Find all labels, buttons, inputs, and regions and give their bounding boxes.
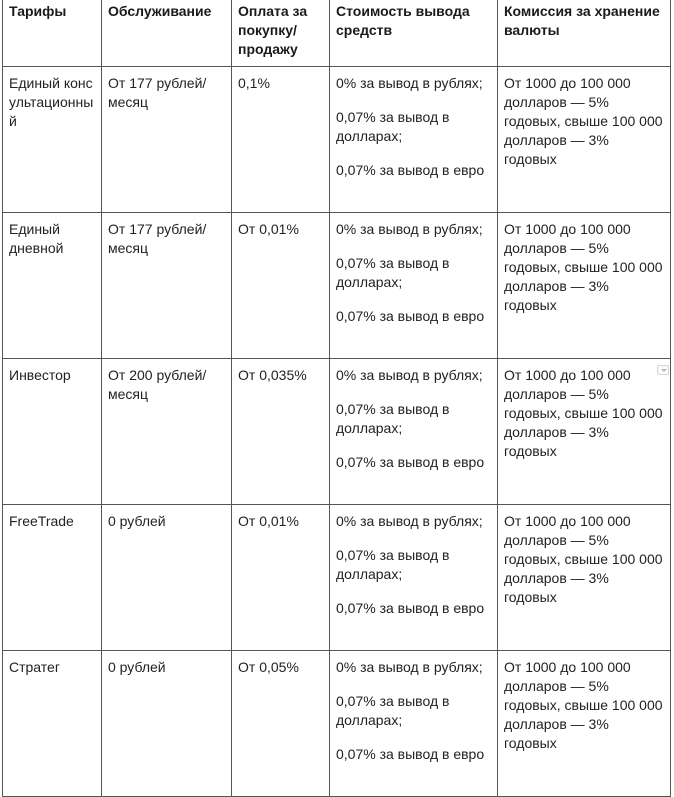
tariffs-table xyxy=(2,0,671,797)
withdrawal-rub: 0% за вывод в рублях; xyxy=(336,513,483,529)
withdrawal-usd: 0,07% за вывод в долларах; xyxy=(336,401,450,436)
cell-tariff: Стратег xyxy=(3,651,102,797)
withdrawal-eur: 0,07% за вывод в евро xyxy=(336,308,485,324)
header-trade-fee: Оплата за покупку/ продажу xyxy=(232,0,330,67)
cell-withdrawal xyxy=(330,213,498,359)
withdrawal-rub: 0% за вывод в рублях; xyxy=(336,367,483,383)
cell-service: 0 рублей xyxy=(102,505,232,651)
withdrawal-rub: 0% за вывод в рублях; xyxy=(336,659,483,675)
cell-withdrawal xyxy=(330,67,498,213)
withdrawal-usd: 0,07% за вывод в долларах; xyxy=(336,547,450,582)
cell-tariff: Единый дневной xyxy=(3,213,102,359)
withdrawal-rub: 0% за вывод в рублях; xyxy=(336,75,483,91)
cell-fee: От 0,05% xyxy=(232,651,330,797)
table-row xyxy=(3,505,671,651)
cell-storage: От 1000 до 100 000 долларов — 5% годовых, свыше 100 000 долларов — 3% годовых xyxy=(498,67,671,213)
cell-fee: От 0,01% xyxy=(232,505,330,651)
withdrawal-eur: 0,07% за вывод в евро xyxy=(336,162,485,178)
withdrawal-eur: 0,07% за вывод в евро xyxy=(336,454,485,470)
cell-service: От 177 рублей/месяц xyxy=(102,67,232,213)
withdrawal-eur: 0,07% за вывод в евро xyxy=(336,600,485,616)
header-withdrawal-cost: Стоимость вывода средств xyxy=(330,0,498,67)
cell-withdrawal xyxy=(330,505,498,651)
table-row xyxy=(3,213,671,359)
header-storage-fee: Комиссия за хранение валюты xyxy=(498,0,671,67)
cell-fee: От 0,035% xyxy=(232,359,330,505)
cell-fee: От 0,01% xyxy=(232,213,330,359)
cell-withdrawal xyxy=(330,651,498,797)
cell-withdrawal xyxy=(330,359,498,505)
table-row xyxy=(3,651,671,797)
cell-storage: От 1000 до 100 000 долларов — 5% годовых, свыше 100 000 долларов — 3% годовых xyxy=(498,505,671,651)
cell-service: От 200 рублей/месяц xyxy=(102,359,232,505)
cell-tariff: FreeTrade xyxy=(3,505,102,651)
cell-storage: От 1000 до 100 000 долларов — 5% годовых, свыше 100 000 долларов — 3% годовых xyxy=(498,651,671,797)
cell-fee: 0,1% xyxy=(232,67,330,213)
table-header-row xyxy=(3,0,671,67)
header-tariffs: Тарифы xyxy=(3,0,102,67)
cell-tariff: Инвестор xyxy=(3,359,102,505)
cell-storage: От 1000 до 100 000 долларов — 5% годовых, свыше 100 000 долларов — 3% годовых xyxy=(498,213,671,359)
table-row xyxy=(3,67,671,213)
cell-tariff: Единый консультационный xyxy=(3,67,102,213)
chevron-down-icon[interactable] xyxy=(657,365,669,375)
cell-service: От 177 рублей/месяц xyxy=(102,213,232,359)
withdrawal-usd: 0,07% за вывод в долларах; xyxy=(336,255,450,290)
cell-service: 0 рублей xyxy=(102,651,232,797)
withdrawal-eur: 0,07% за вывод в евро xyxy=(336,746,485,762)
withdrawal-rub: 0% за вывод в рублях; xyxy=(336,221,483,237)
cell-storage: От 1000 до 100 000 долларов — 5% годовых, свыше 100 000 долларов — 3% годовых xyxy=(498,359,671,505)
withdrawal-usd: 0,07% за вывод в долларах; xyxy=(336,693,450,728)
withdrawal-usd: 0,07% за вывод в долларах; xyxy=(336,109,450,144)
header-service: Обслуживание xyxy=(102,0,232,67)
table-row xyxy=(3,359,671,505)
